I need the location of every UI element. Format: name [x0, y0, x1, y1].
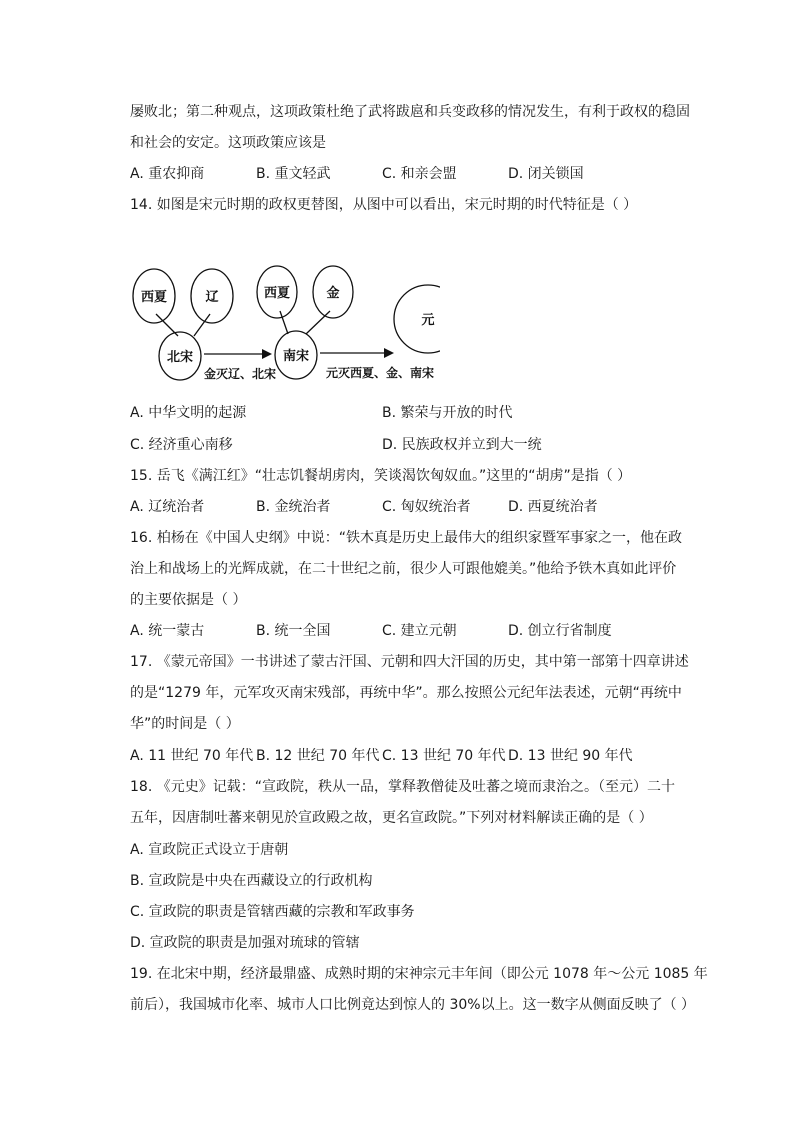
- q17-option-b[interactable]: B. 12 世纪 70 年代: [256, 748, 380, 764]
- q16-options: [130, 621, 730, 641]
- link-liao-beisong: [194, 314, 210, 336]
- q15-option-d[interactable]: D. 西夏统治者: [508, 499, 598, 515]
- q17-line1: 17. 《蒙元帝国》一书讲述了蒙古汗国、元朝和四大汗国的历史，其中第一部第十四章讲述: [130, 654, 689, 670]
- q15-stem: 15. 岳飞《满江红》“壮志饥餐胡虏肉，笑谈渴饮匈奴血。”这里的“胡虏”是指（ ）: [130, 468, 632, 484]
- q18-option-d[interactable]: D. 宣政院的职责是加强对琉球的管辖: [130, 935, 360, 951]
- q13-option-d[interactable]: D. 闭关锁国: [508, 166, 584, 182]
- q19-line2: 前后），我国城市化率、城市人口比例竟达到惊人的 30%以上。这一数字从侧面反映了（ ）: [130, 997, 696, 1013]
- q14-stem: 14. 如图是宋元时期的政权更替图，从图中可以看出，宋元时期的时代特征是（ ）: [130, 197, 638, 213]
- q14-option-b[interactable]: B. 繁荣与开放的时代: [382, 405, 513, 421]
- arrow-1-label: 金灭辽、北宋: [204, 367, 277, 381]
- arrowhead-2: [384, 348, 394, 358]
- q13-options: [130, 164, 730, 184]
- q17-line2: 的是“1279 年，元军攻灭南宋残部，再统中华”。那么按照公元纪年法表述，元朝“再统中: [130, 685, 682, 701]
- q18-option-a[interactable]: A. 宣政院正式设立于唐朝: [130, 842, 289, 858]
- link-jin-nansong: [306, 311, 330, 334]
- q16-option-b[interactable]: B. 统一全国: [256, 623, 331, 639]
- q18-line1: 18. 《元史》记载：“宣政院，秩从一品，掌释教僧徒及吐蕃之境而隶治之。（至元）二十: [130, 779, 675, 795]
- q16-line3: 的主要依据是（ ）: [130, 592, 247, 608]
- q18-option-b[interactable]: B. 宣政院是中央在西藏设立的行政机构: [130, 873, 373, 889]
- q16-option-c[interactable]: C. 建立元朝: [382, 623, 457, 639]
- q15-option-c[interactable]: C. 匈奴统治者: [382, 499, 471, 515]
- label-nansong: 南宋: [282, 349, 310, 364]
- q14-options-row1: [130, 403, 730, 423]
- q17-option-d[interactable]: D. 13 世纪 90 年代: [508, 748, 633, 764]
- q15-options: [130, 497, 730, 517]
- q13-line2: 和社会的安定。这项政策应该是: [130, 135, 326, 151]
- q14-option-d[interactable]: D. 民族政权并立到大一统: [382, 437, 542, 453]
- q14-options-row2: [130, 435, 730, 455]
- label-beisong: 北宋: [166, 350, 194, 365]
- song-yuan-regime-diagram: [130, 256, 440, 386]
- q17-line3: 华”的时间是（ ）: [130, 716, 240, 732]
- q17-option-a[interactable]: A. 11 世纪 70 年代: [130, 748, 254, 764]
- q18-line2: 五年，因唐制吐蕃来朝见於宣政殿之故，更名宣政院。”下列对材料解读正确的是（ ）: [130, 810, 653, 826]
- q19-line1: 19. 在北宋中期，经济最鼎盛、成熟时期的宋神宗元丰年间（即公元 1078 年～公元 1085 年: [130, 966, 708, 982]
- q14-option-a[interactable]: A. 中华文明的起源: [130, 405, 247, 421]
- q15-option-b[interactable]: B. 金统治者: [256, 499, 331, 515]
- q13-option-a[interactable]: A. 重农抑商: [130, 166, 205, 182]
- label-xixia-2: 西夏: [263, 286, 291, 301]
- q18-option-c[interactable]: C. 宣政院的职责是管辖西藏的宗教和军政事务: [130, 904, 415, 920]
- label-liao: 辽: [205, 290, 219, 305]
- q16-line2: 治上和战场上的光辉成就，在二十世纪之前，很少人可跟他媲美。”他给予铁木真如此评价: [130, 561, 677, 577]
- q13-option-b[interactable]: B. 重文轻武: [256, 166, 331, 182]
- q16-option-a[interactable]: A. 统一蒙古: [130, 623, 205, 639]
- q13-line1: 屡败北；第二种观点，这项政策杜绝了武将跋扈和兵变政移的情况发生，有利于政权的稳固: [130, 104, 690, 120]
- arrow-2-label: 元灭西夏、金、南宋: [326, 366, 435, 380]
- label-jin: 金: [326, 286, 340, 301]
- q17-option-c[interactable]: C. 13 世纪 70 年代: [382, 748, 506, 764]
- label-xixia-1: 西夏: [140, 290, 168, 305]
- arrowhead-1: [262, 349, 272, 359]
- q13-option-c[interactable]: C. 和亲会盟: [382, 166, 457, 182]
- q17-options: [130, 746, 730, 766]
- label-yuan: 元: [421, 313, 435, 328]
- q16-line1: 16. 柏杨在《中国人史纲》中说：“铁木真是历史上最伟大的组织家暨军事家之一，他在政: [130, 530, 682, 546]
- q14-option-c[interactable]: C. 经济重心南移: [130, 437, 233, 453]
- q15-option-a[interactable]: A. 辽统治者: [130, 499, 205, 515]
- q16-option-d[interactable]: D. 创立行省制度: [508, 623, 612, 639]
